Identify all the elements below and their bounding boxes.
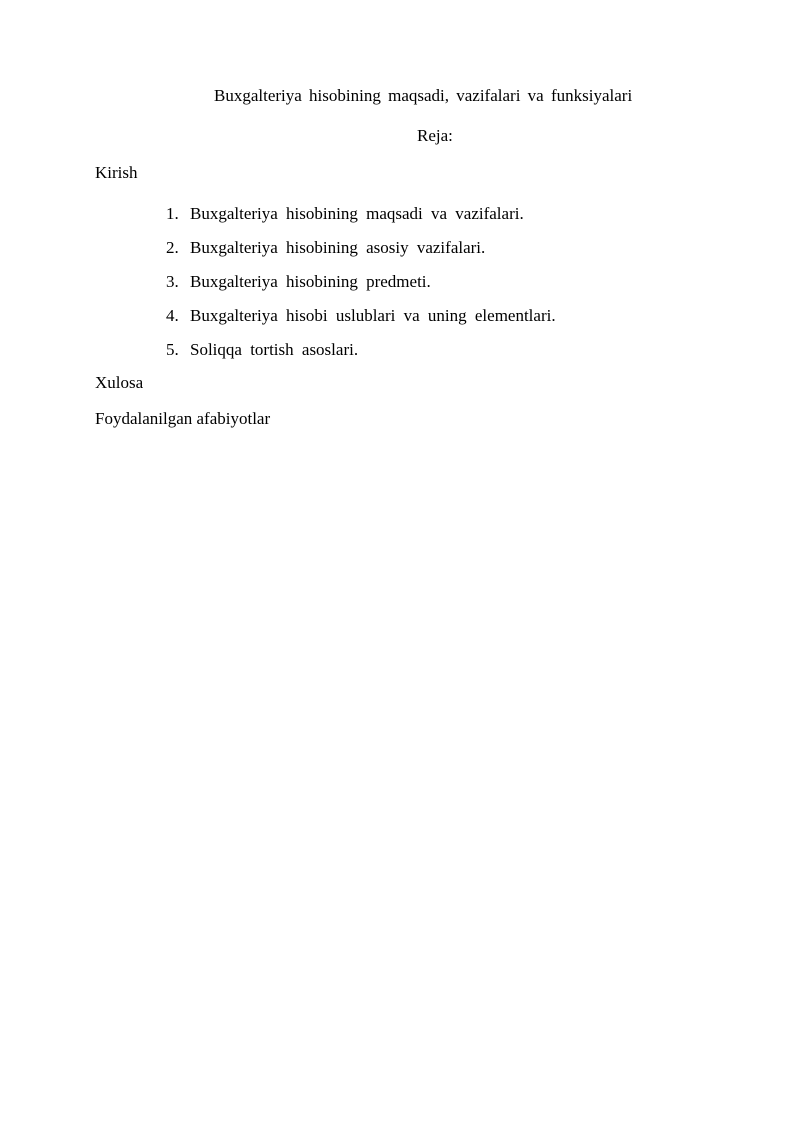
intro-heading: Kirish <box>95 163 138 182</box>
plan-item-text: Buxgalteriya hisobining predmeti. <box>190 272 431 291</box>
plan-item-number: 3. <box>166 272 179 291</box>
conclusion-heading: Xulosa <box>95 373 144 392</box>
plan-item-text: Buxgalteriya hisobining asosiy vazifalari. <box>190 238 486 257</box>
references-heading: Foydalanilgan afabiyotlar <box>95 409 271 428</box>
plan-item <box>166 340 556 374</box>
plan-heading: Reja: <box>417 126 453 145</box>
plan-item-number: 1. <box>166 204 179 223</box>
plan-item <box>166 272 556 306</box>
plan-item-number: 5. <box>166 340 179 359</box>
plan-item-text: Soliqqa tortish asoslari. <box>190 340 359 359</box>
plan-item-text: Buxgalteriya hisobining maqsadi va vazifalari. <box>190 204 524 223</box>
plan-item <box>166 238 556 272</box>
plan-item-text: Buxgalteriya hisobi uslublari va uning elementlari. <box>190 306 556 325</box>
plan-list <box>166 204 556 374</box>
plan-item <box>166 306 556 340</box>
document-title: Buxgalteriya hisobining maqsadi, vazifalari va funksiyalari <box>214 86 633 105</box>
plan-item-number: 4. <box>166 306 179 325</box>
plan-item <box>166 204 556 238</box>
plan-item-number: 2. <box>166 238 179 257</box>
